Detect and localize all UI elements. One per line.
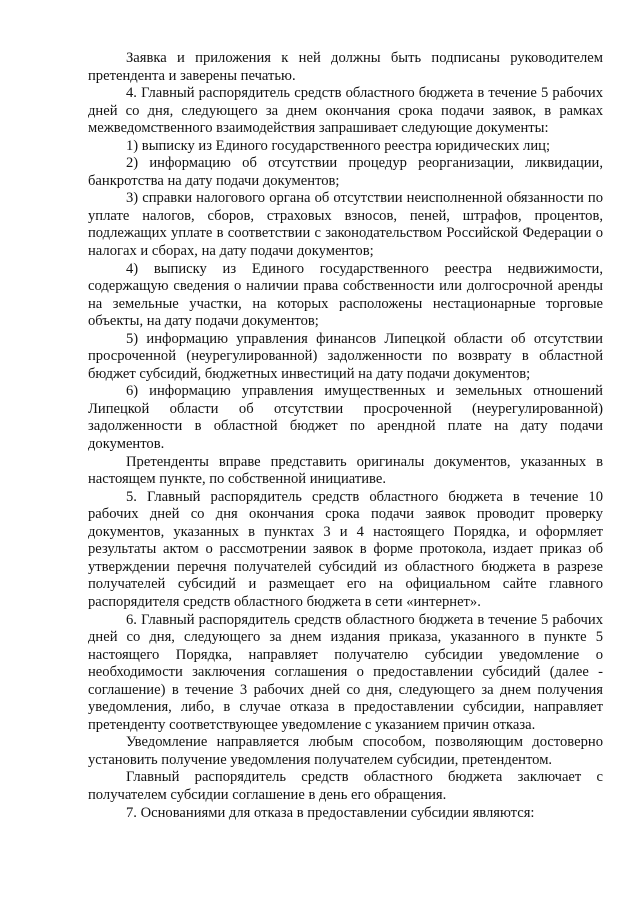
list-item-2-reorganization-info: 2) информацию об отсутствии процедур реорганизации, ликвидации, банкротства на дату подачи документов; bbox=[88, 155, 603, 189]
paragraph-agreement-conclusion: Главный распорядитель средств областного бюджета заключает с получателем субсидии соглашение в день его обращения. bbox=[88, 769, 603, 803]
paragraph-item-5: 5. Главный распорядитель средств областного бюджета в течение 10 рабочих дней со дня окончания срока подачи заявок проводит проверку документов, указанных в пунктах 3 и 4 настоящего Порядка, и оформляет результаты актом о рассмотрении заявок в форме протокола, издает приказ об утверждении перечня получателей субсидий из областного бюджета в разрезе получателей субсидий и размещает его на официальном сайте главного распорядителя средств областного бюджета в сети «интернет». bbox=[88, 488, 603, 610]
paragraph-item-4: 4. Главный распорядитель средств областного бюджета в течение 5 рабочих дней со дня, следующего за днем окончания срока подачи заявок, в рамках межведомственного взаимодействия запрашивает следующие документы: bbox=[88, 85, 603, 137]
list-item-3-tax-certificates: 3) справки налогового органа об отсутствии неисполненной обязанности по уплате налогов, сборов, страховых взносов, пеней, штрафов, процентов, подлежащих уплате в соответствии с законодательством Российской Федерации о налогах и сборах, на дату подачи документов; bbox=[88, 190, 603, 260]
paragraph-notification-method: Уведомление направляется любым способом, позволяющим достоверно установить получение уведомления получателем субсидии, претендентом. bbox=[88, 734, 603, 768]
paragraph-item-6: 6. Главный распорядитель средств областного бюджета в течение 5 рабочих дней со дня, следующего за днем издания приказа, указанного в пункте 5 настоящего Порядка, направляет получателю субсидии уведомление о необходимости заключения соглашения о предоставлении субсидий (далее - соглашение) в течение 3 рабочих дней со дня, следующего за днем получения уведомления, либо, в случае отказа в предоставлении субсидии, направляет претенденту соответствующее уведомление с указанием причин отказа. bbox=[88, 611, 603, 733]
paragraph-originals-initiative: Претенденты вправе представить оригиналы документов, указанных в настоящем пункте, по собственной инициативе. bbox=[88, 453, 603, 488]
list-item-6-property-info: 6) информацию управления имущественных и земельных отношений Липецкой области об отсутствии просроченной (неурегулированной) задолженности в областной бюджет по арендной плате на дату подачи документов. bbox=[88, 383, 603, 453]
list-item-1-legal-entities-extract: 1) выписку из Единого государственного реестра юридических лиц; bbox=[126, 137, 551, 154]
paragraph-item-7: 7. Основаниями для отказа в предоставлении субсидии являются: bbox=[126, 804, 535, 821]
document-page bbox=[88, 50, 603, 822]
paragraph-signature-requirement: Заявка и приложения к ней должны быть подписаны руководителем претендента и заверены печатью. bbox=[88, 50, 603, 84]
list-item-4-real-estate-extract: 4) выписку из Единого государственного реестра недвижимости, содержащую сведения о наличии права собственности или долгосрочной аренды на земельные участки, на которых расположены нестационарные торговые объекты, на дату подачи документов; bbox=[88, 260, 603, 330]
list-item-5-finance-info: 5) информацию управления финансов Липецкой области об отсутствии просроченной (неурегулированной) задолженности по возврату в областной бюджет субсидий, бюджетных инвестиций на дату подачи документов; bbox=[88, 330, 603, 382]
